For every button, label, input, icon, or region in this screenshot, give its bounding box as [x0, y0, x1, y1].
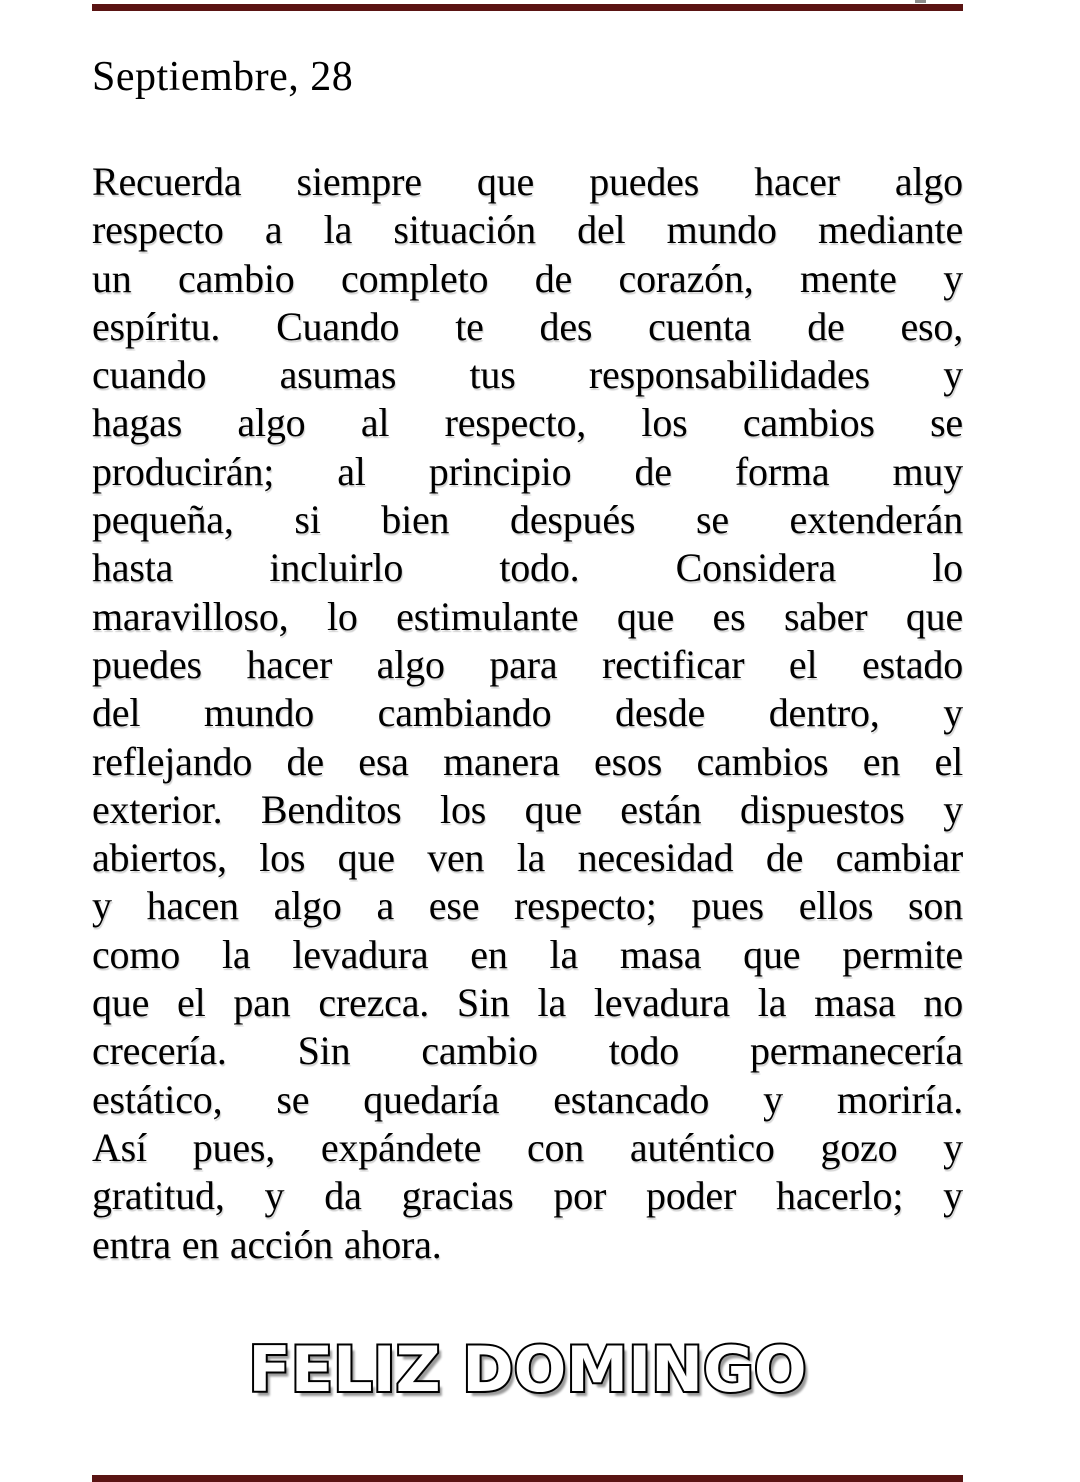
- body-line: abiertos, los que ven la necesidad de cambiar: [92, 835, 963, 881]
- body-line: estático, se quedaría estancado y moriría.: [92, 1076, 963, 1122]
- body-line: maravilloso, lo estimulante que es saber que: [92, 593, 963, 639]
- body-line: Recuerda siempre que puedes hacer algo: [92, 159, 963, 204]
- page-edge-artifact: [915, 0, 926, 3]
- body-line: un cambio completo de corazón, mente y: [92, 255, 963, 301]
- bottom-rule: [92, 1475, 963, 1482]
- body-line: cuando asumas tus responsabilidades y: [92, 352, 963, 398]
- body-line: hasta incluirlo todo. Considera lo: [92, 545, 963, 591]
- body-line: exterior. Benditos los que están dispuestos y: [92, 786, 963, 832]
- body-line: crecería. Sin cambio todo permanecería: [92, 1028, 963, 1074]
- body-line: respecto a la situación del mundo mediante: [92, 207, 963, 253]
- body-line: pequeña, si bien después se extenderán: [92, 497, 963, 543]
- body-text: [92, 158, 963, 1269]
- body-line: espíritu. Cuando te des cuenta de eso,: [92, 303, 963, 349]
- date-heading: Septiembre, 28: [92, 54, 354, 100]
- body-line: producirán; al principio de forma muy: [92, 448, 963, 494]
- body-line: del mundo cambiando desde dentro, y: [92, 690, 963, 736]
- body-line: que el pan crezca. Sin la levadura la masa no: [92, 980, 963, 1026]
- page-content: [92, 52, 963, 1269]
- body-line: entra en acción ahora.: [92, 1221, 442, 1267]
- footer-greeting: FELIZ DOMINGO: [248, 1333, 807, 1406]
- body-line: como la levadura en la masa que permite: [92, 931, 963, 977]
- body-line: y hacen algo a ese respecto; pues ellos son: [92, 883, 963, 929]
- body-line: hagas algo al respecto, los cambios se: [92, 400, 963, 446]
- body-line: Así pues, expándete con auténtico gozo y: [92, 1124, 963, 1170]
- top-rule: [92, 4, 963, 11]
- body-line: reflejando de esa manera esos cambios en el: [92, 738, 963, 784]
- body-line: gratitud, y da gracias por poder hacerlo; y: [92, 1173, 963, 1219]
- body-line: puedes hacer algo para rectificar el estado: [92, 641, 963, 687]
